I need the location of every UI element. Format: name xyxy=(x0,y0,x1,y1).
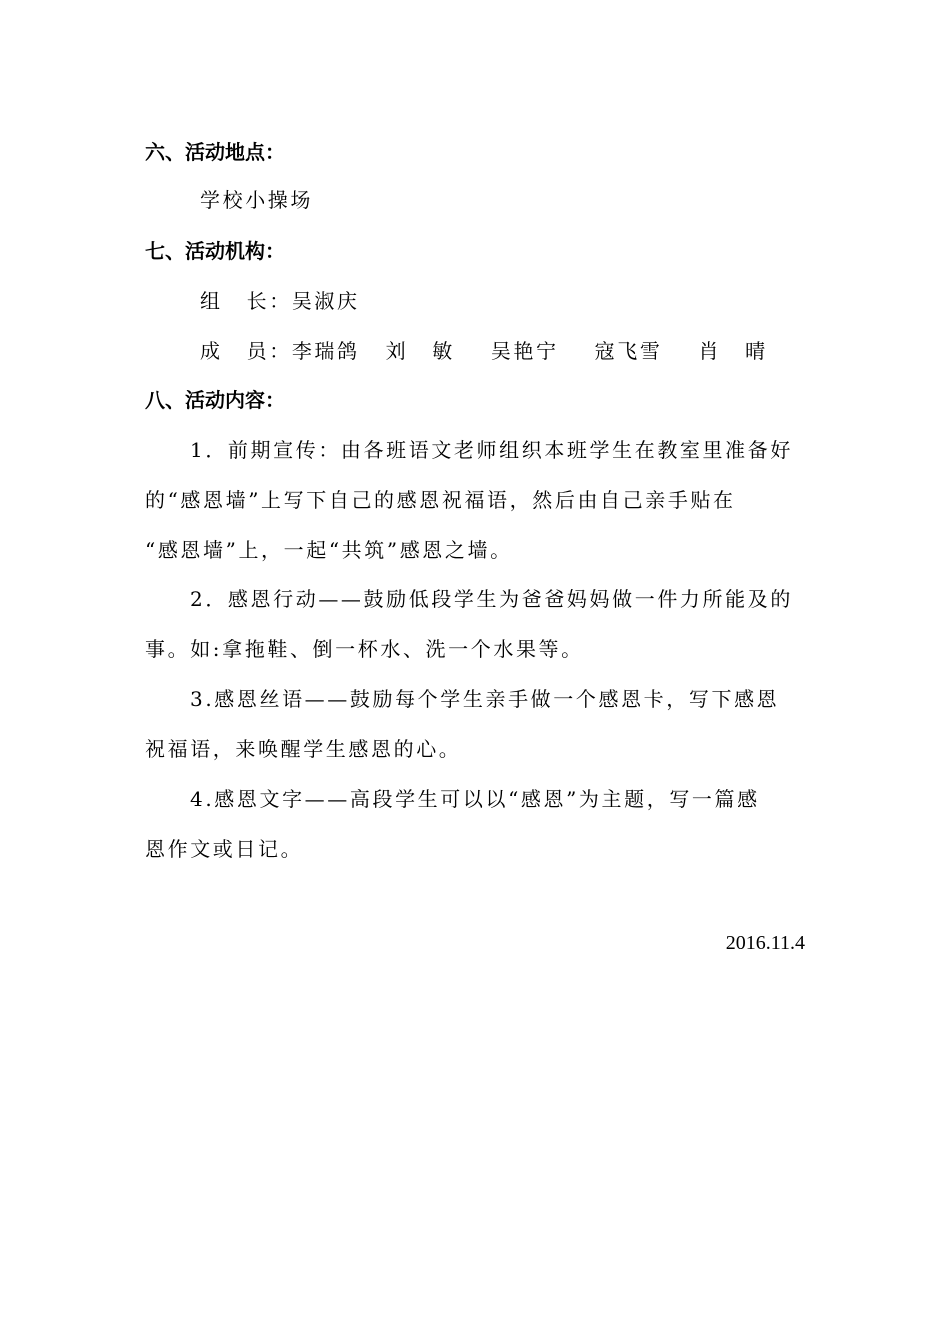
section-heading-organization: 七、活动机构： xyxy=(145,239,285,263)
members-row xyxy=(200,337,768,365)
content-item-4-line-1: 4.感恩文字——高段学生可以以“感恩”为主题，写一篇感 xyxy=(190,787,760,811)
document-date: 2016.11.4 xyxy=(725,932,805,954)
member-name: 肖 xyxy=(698,339,722,363)
member-name: 李瑞鸽 xyxy=(291,339,360,363)
leader-label-b: 长： xyxy=(246,289,292,313)
content-item-1-line-3: “感恩墙”上，一起“共筑”感恩之墙。 xyxy=(145,538,513,562)
member-name: 晴 xyxy=(745,339,768,363)
content-item-1-line-2: 的“感恩墙”上写下自己的感恩祝福语，然后由自己亲手贴在 xyxy=(145,488,736,512)
content-item-4-line-2: 恩作文或日记。 xyxy=(145,837,304,861)
content-item-3-line-1: 3.感恩丝语——鼓励每个学生亲手做一个感恩卡，写下感恩 xyxy=(190,687,780,711)
leader-row xyxy=(200,287,360,315)
content-item-2-line-2: 事。如:拿拖鞋、倒一杯水、洗一个水果等。 xyxy=(145,637,584,661)
content-item-3-line-2: 祝福语，来唤醒学生感恩的心。 xyxy=(145,737,462,761)
members-label-b: 员： xyxy=(246,339,292,363)
member-name: 吴艳宁 xyxy=(490,339,559,363)
members-label-a: 成 xyxy=(200,339,223,363)
member-name: 寇飞雪 xyxy=(594,339,663,363)
member-name: 刘 xyxy=(385,339,409,363)
member-name: 敏 xyxy=(432,339,455,363)
section-heading-content: 八、活动内容： xyxy=(145,388,285,412)
section-heading-location: 六、活动地点： xyxy=(145,140,285,164)
content-item-2-line-1: 2．感恩行动——鼓励低段学生为爸爸妈妈做一件力所能及的 xyxy=(190,587,793,611)
leader-name: 吴淑庆 xyxy=(291,289,360,313)
location-text: 学校小操场 xyxy=(200,188,313,212)
leader-label-a: 组 xyxy=(200,289,223,313)
content-item-1-line-1: 1．前期宣传：由各班语文老师组织本班学生在教室里准备好 xyxy=(190,438,793,462)
